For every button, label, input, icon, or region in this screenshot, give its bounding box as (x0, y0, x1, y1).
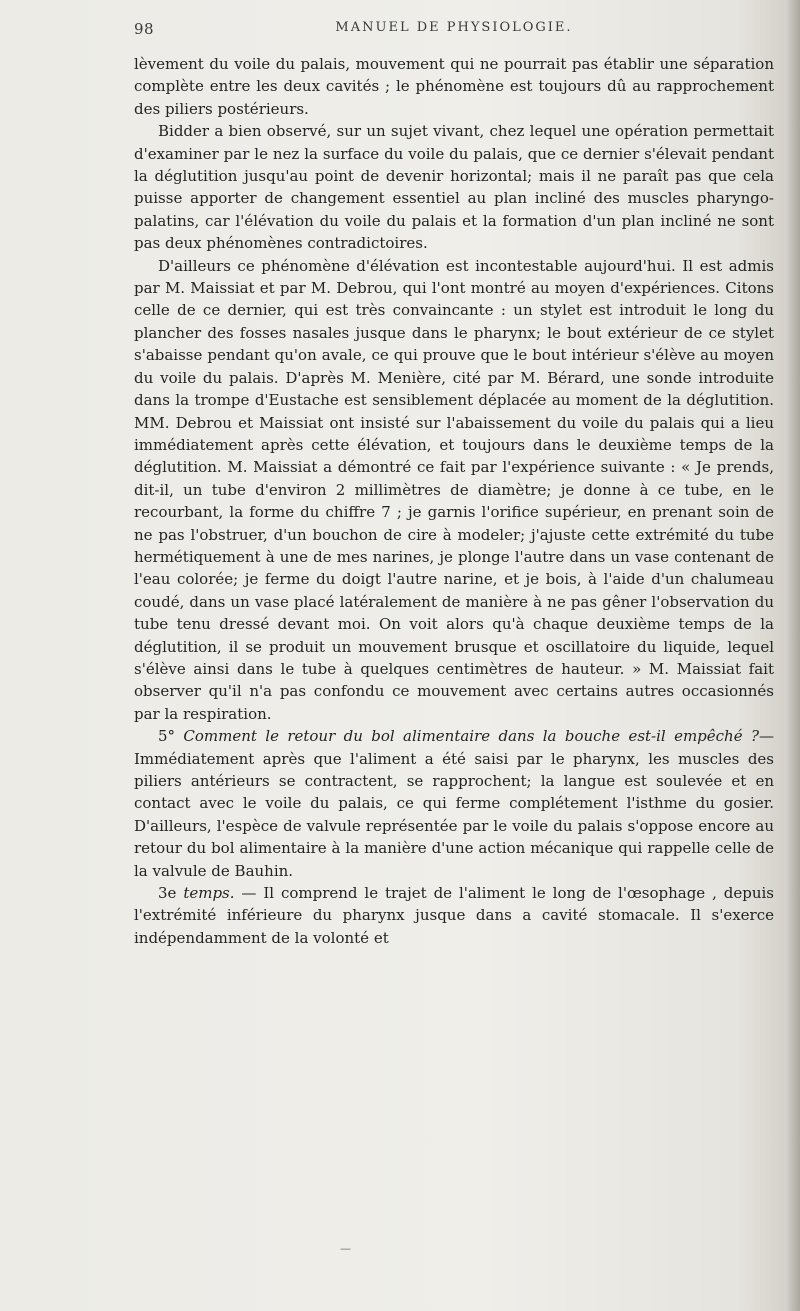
section-heading: Comment le retour du bol alimentaire dans la bouche est-il empêché ? (183, 727, 759, 746)
paragraph-text: lèvement du voile du palais, mouvement qui ne pourrait pas établir une séparation complète entre les deux cavités ; le phénomène est toujours dû au rapprochement des piliers postérieurs. (134, 55, 774, 118)
page-edge-shadow (786, 0, 800, 1311)
paragraph-text: D'ailleurs ce phénomène d'élévation est incontestable aujourd'hui. Il est admis par M. Maissiat et par M. Debrou, qui l'ont montré au moyen d'expériences. Citons celle de ce dernier, qui est très convaincante : un stylet est introduit le long du plancher des fosses nasales jusque dans le pharynx; le bout extérieur de ce stylet s'abaisse pendant qu'on avale, ce qui prouve que le bout intérieur s'élève au moyen du voile du palais. D'après M. Menière, cité par M. Bérard, une sonde introduite dans la trompe d'Eustache est sensiblement déplacée au moment de la déglutition. MM. Debrou et Maissiat ont insisté sur l'abaissement du voile du palais qui a lieu immédiatement après cette élévation, et toujours dans le deuxième temps de la déglutition. M. Maissiat a démontré ce fait par l'expérience suivante : « Je prends, dit-il, un tube d'environ 2 millimètres de diamètre; je donne à ce tube, en le recourbant, la forme du chiffre 7 ; je garnis l'orifice supérieur, en prenant soin de ne pas l'obstruer, d'un bouchon de cire à modeler; j'ajuste cette extrémité du tube hermétiquement à une de mes narines, je plonge l'autre dans un vase contenant de l'eau colorée; je ferme du doigt l'autre narine, et je bois, à l'aide d'un chalumeau coudé, dans un vase placé latéralement de manière à ne pas gêner l'observation du tube tenu dressé devant moi. On voit alors qu'à chaque deuxième temps de la déglutition, il se produit un mouvement brusque et oscillatoire du liquide, lequel s'élève ainsi dans le tube à quelques centimètres de hauteur. » M. Maissiat fait observer qu'il n'a pas confondu ce mouvement avec certains autres occasionnés par la respiration. (134, 256, 774, 723)
paragraph-continuation (134, 53, 774, 120)
page-header (134, 20, 774, 42)
section-heading: temps. (183, 884, 235, 903)
paragraph-text: — Il comprend le trajet de l'aliment le long de l'œsophage , depuis l'extrémité inférieure du pharynx jusque dans a cavité stomacale. Il s'exerce indépendamment de la volonté et (134, 884, 774, 947)
paragraph-retour-bol (134, 725, 774, 882)
page-number: 98 (134, 20, 155, 38)
paragraph-elevation (134, 255, 774, 726)
body-text (134, 53, 774, 949)
paragraph-bidder (134, 120, 774, 254)
paragraph-text: —Immédiatement après que l'aliment a été saisi par le pharynx, les muscles des piliers antérieurs se contractent, se rapprochent; la langue est soulevée et en contact avec le voile du palais, ce qui ferme complétement l'isthme du gosier. D'ailleurs, l'espèce de valvule représentée par le voile du palais s'oppose encore au retour du bol alimentaire à la manière d'une action mécanique qui rappelle celle de la valvule de Bauhin. (134, 727, 774, 880)
section-number: 3e (158, 884, 184, 903)
footer-mark: — (340, 1242, 351, 1255)
paragraph-troisieme-temps (134, 882, 774, 949)
running-head: MANUEL DE PHYSIOLOGIE. (335, 20, 573, 35)
paragraph-text: Bidder a bien observé, sur un sujet vivant, chez lequel une opération permettait d'examiner par le nez la surface du voile du palais, que ce dernier s'élevait pendant la déglutition jusqu'au point de devenir horizontal; mais il ne paraît pas que cela puisse apporter de changement essentiel au plan incliné des muscles pharyngo-palatins, car l'élévation du voile du palais et la formation d'un plan incliné ne sont pas deux phénomènes contradictoires. (134, 122, 774, 253)
section-number: 5° (158, 727, 184, 746)
